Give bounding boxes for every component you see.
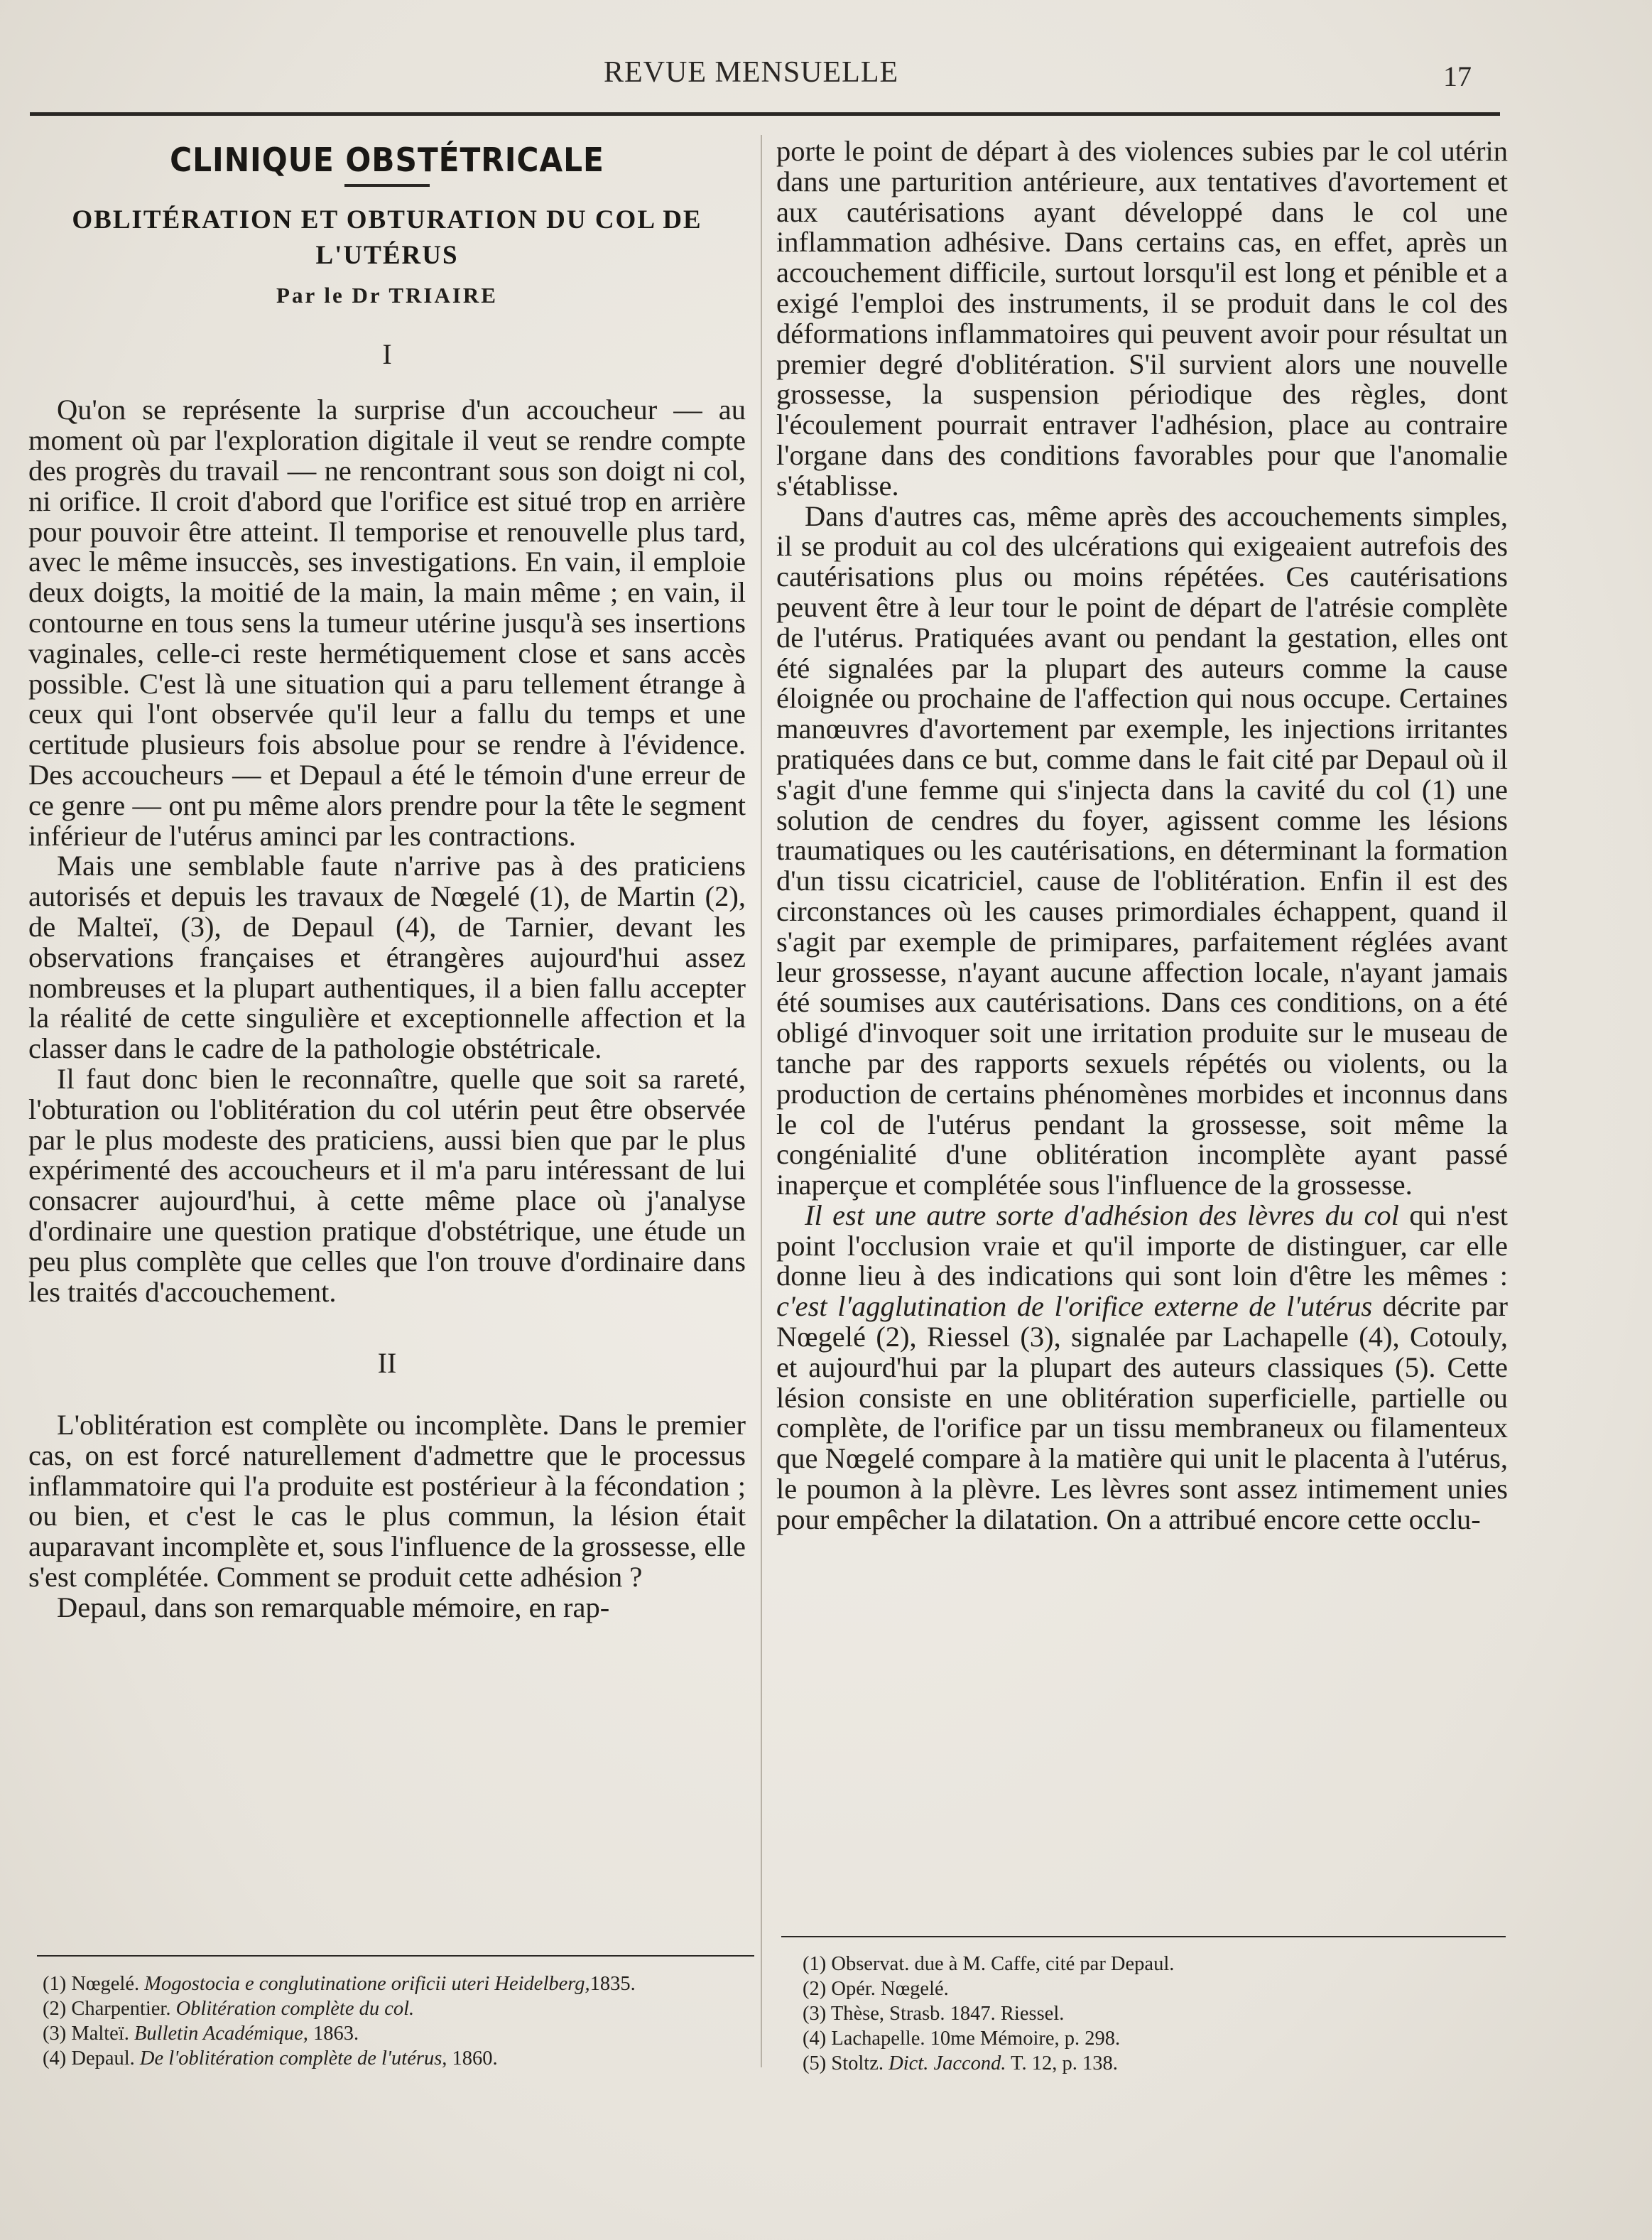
footnote: (2) Charpentier. Oblitération complète du col.	[43, 1998, 415, 2020]
column-divider	[761, 135, 762, 2067]
footnote: (1) Nœgelé. Mogostocia e conglutinatione orificii uteri Heidelberg,1835.	[43, 1973, 636, 1995]
text-run: qui n'est point l'occlusion vraie et qu'il importe de distinguer, car elle donne lieu à des indications qui sont loin d'être les mêmes :	[776, 1199, 1508, 1292]
running-head: REVUE MENSUELLE	[604, 56, 899, 89]
italic-phrase: Il est une autre sorte d'adhésion des lèvres du col	[805, 1199, 1399, 1231]
footnote: (3) Malteï. Bulletin Académique, 1863.	[43, 2023, 359, 2045]
page-number: 17	[1443, 60, 1472, 92]
paragraph	[776, 1201, 1508, 1535]
paragraph: porte le point de départ à des violences subies par le col utérin dans une parturition antérieure, aux tentatives d'avortement et aux cautérisations ayant développé dans le col une inflammation adhésive. Dans certains cas, en effet, après un accouchement difficile, surtout lorsqu'il est long et pénible et a exigé l'emploi des instruments, il se produit dans le col des déformations inflammatoires qui peuvent avoir pour résultat un premier degré d'oblitération. S'il survient alors une nouvelle grossesse, la suspension périodique des règles, dont l'écoulement pourrait entraver l'adhésion, place au contraire l'organe dans des conditions favorables pour que l'anomalie s'établisse.	[776, 135, 1508, 502]
title-rule	[344, 184, 430, 187]
section-title: CLINIQUE OBSTÉTRICALE	[170, 141, 604, 179]
footnote: (1) Observat. due à M. Caffe, cité par Depaul.	[803, 1953, 1175, 1975]
paragraph: L'oblitération est complète ou incomplète. Dans le premier cas, on est forcé naturellement d'admettre que le processus inflammatoire qui l'a produite est postérieur à la fécondation ; ou bien, et c'est le cas le plus commun, la lésion était auparavant incomplète et, sous l'influence de la grossesse, elle s'est complétée. Comment se produit cette adhésion ?	[28, 1409, 746, 1594]
part-numeral-1: I	[382, 337, 392, 370]
part-numeral-2: II	[377, 1347, 397, 1380]
footnote: (4) Lachapelle. 10me Mémoire, p. 298.	[803, 2028, 1121, 2050]
footnote-rule-left	[37, 1955, 754, 1957]
italic-phrase: c'est l'agglutination de l'orifice externe de l'utérus	[776, 1290, 1373, 1323]
paragraph: Depaul, dans son remarquable mémoire, en rap-	[57, 1591, 610, 1623]
paragraph: Il faut donc bien le reconnaître, quelle que soit sa rareté, l'obturation ou l'oblitération du col utérin peut être observée par le plus modeste des praticiens, aussi bien que par le plus expérimenté des accoucheurs et il m'a paru intéressant de lui consacrer aujourd'hui, à cette même place où j'analyse d'ordinaire une question pratique d'obstétrique, une étude un peu plus complète que celles que l'on trouve d'ordinaire dans les traités d'accouchement.	[28, 1062, 746, 1308]
footnotes-right	[803, 1952, 1513, 2076]
footnote: (4) Depaul. De l'oblitération complète de l'utérus, 1860.	[43, 2047, 498, 2069]
left-column	[28, 132, 746, 1623]
right-column	[776, 136, 1508, 1535]
footnote: (2) Opér. Nœgelé.	[803, 1978, 949, 2000]
paragraph: Mais une semblable faute n'arrive pas à des praticiens autorisés et depuis les travaux de Nœgelé (1), de Martin (2), de Malteï, (3), de Depaul (4), de Tarnier, devant les observations françaises et étrangères aujourd'hui assez nombreuses et la plupart authentiques, il a bien fallu accepter la réalité de cette singulière et exceptionnelle affection et la classer dans le cadre de la pathologie obstétricale.	[28, 850, 746, 1065]
footnote: (5) Stoltz. Dict. Jaccond. T. 12, p. 138.	[803, 2052, 1118, 2074]
header-rule	[30, 112, 1500, 116]
byline: Par le Dr TRIAIRE	[276, 282, 498, 308]
article-title-line2: L'UTÉRUS	[315, 240, 459, 270]
paragraph: Dans d'autres cas, même après des accouchements simples, il se produit au col des ulcérations qui exigeaient autrefois des cautérisations plus ou moins répétées. Ces cautérisations peuvent être à leur tour le point de départ de l'atrésie complète de l'utérus. Pratiquées avant ou pendant la gestation, elles ont été signalées par la plupart des auteurs comme la cause éloignée ou prochaine de l'affection qui nous occupe. Certaines manœuvres d'avortement par exemple, les injections irritantes pratiquées dans ce but, comme dans le fait cité par Depaul où il s'agit d'une femme qui s'injecta dans la cavité du col (1) une solution de cendres du foyer, agissent comme les lésions traumatiques ou les cautérisations, en déterminant la formation d'un tissu cicatriciel, cause de l'oblitération. Enfin il est des circonstances où les causes primordiales échappent, quand il s'agit par exemple de primipares, parfaitement réglées avant leur grossesse, n'ayant aucune affection locale, n'ayant jamais été soumises aux cautérisations. Dans ces conditions, on a été obligé d'invoquer soit une irritation produite sur le museau de tanche par des rapports sexuels répétés ou violents, ou la production de certains phénomènes morbides et inconnus dans le col de l'utérus pendant la grossesse, soit même la congénialité d'une oblitération incomplète ayant passé inaperçue et complétée sous l'influence de la grossesse.	[776, 499, 1508, 1201]
footnote-rule-right	[781, 1936, 1506, 1937]
article-title-line1: OBLITÉRATION ET OBTURATION DU COL DE	[72, 205, 702, 234]
paragraph: Qu'on se représente la surprise d'un accoucheur — au moment où par l'exploration digitale il veut se rendre compte des progrès du travail — ne rencontrant sous son doigt ni col, ni orifice. Il croit d'abord que l'orifice est situé trop en arrière pour pouvoir être atteint. Il temporise et renouvelle plus tard, avec le même insuccès, ses investigations. En vain, il emploie deux doigts, la moitié de la main, la main même ; en vain, il contourne en tous sens la tumeur utérine jusqu'à ses insertions vaginales, celle-ci reste hermétiquement close et sans accès possible. C'est là une situation qui a paru tellement étrange à ceux qui l'ont observée qu'il leur a fallu du temps et une certitude plusieurs fois absolue pour se rendre à l'évidence. Des accoucheurs — et Depaul a été le témoin d'une erreur de ce genre — ont pu même alors prendre pour la tête le segment inférieur de l'utérus aminci par les contractions.	[28, 394, 746, 852]
text-run: décrite par Nœgelé (2), Riessel (3), signalée par Lachapelle (4), Cotouly, et aujourd'hui par la plupart des auteurs classiques (5). Cette lésion consiste en une oblitération superficielle, partielle ou complète, de l'orifice par un tissu membraneux ou filamenteux que Nœgelé compare à la matière qui unit le placenta à l'utérus, le poumon à la plèvre. Les lèvres sont assez intimement unies pour empêcher la dilatation. On a attribué encore cette occlu-	[776, 1290, 1508, 1535]
footnote: (3) Thèse, Strasb. 1847. Riessel.	[803, 2003, 1065, 2025]
footnotes-left	[43, 1971, 760, 2071]
